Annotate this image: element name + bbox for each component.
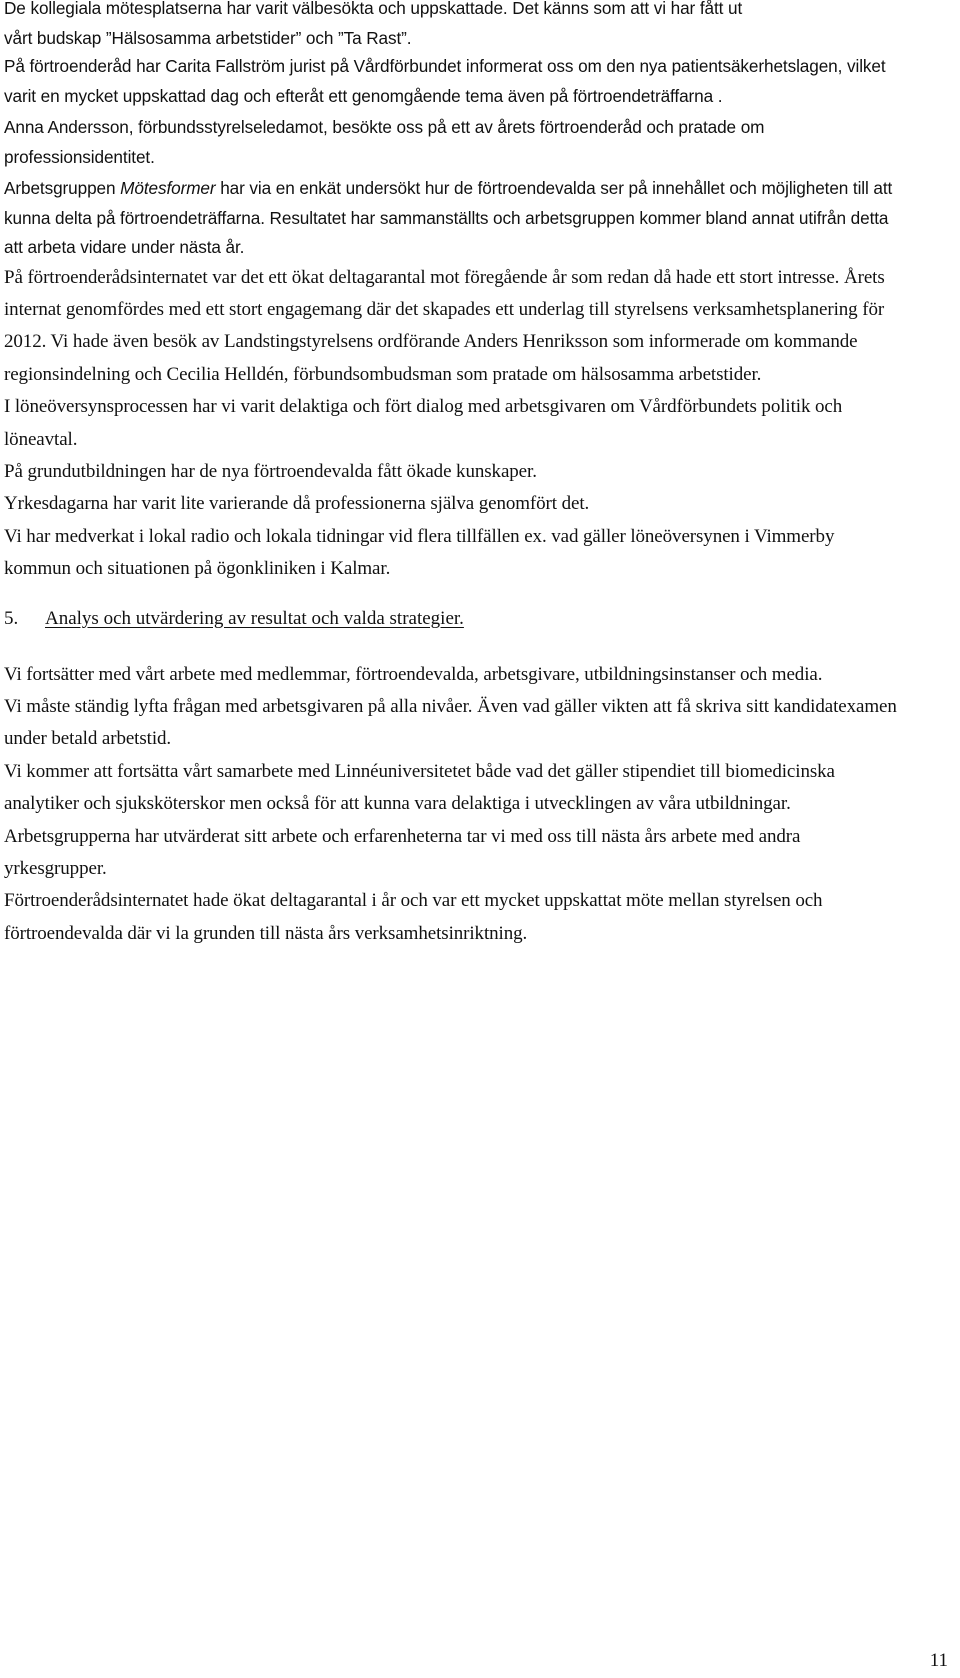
section-number: 5. xyxy=(4,607,19,629)
section-body xyxy=(4,659,904,951)
paragraph-anna-andersson: Anna Andersson, förbundsstyrelseledamot, besökte oss på ett av årets förtroenderåd och pratade om professionsidentitet. xyxy=(4,117,765,167)
paragraph-lyfta-fragan: Vi måste ständig lyfta frågan med arbetsgivaren på alla nivåer. Även vad gäller vikten att få skriva sitt kandidatexamen under betald arbetstid. xyxy=(4,695,897,750)
page-number: 11 xyxy=(929,1650,948,1671)
paragraph-linneuniversitetet: Vi kommer att fortsätta vårt samarbete med Linnéuniversitetet både vad det gäller stipendiet till biomedicinska analytiker och sjuksköterskor men också för att kunna vara delaktiga i utvecklingen av våra utbildningar. xyxy=(4,760,835,815)
paragraph-text: har via en enkät undersökt hur de förtroendevalda ser på innehållet och möjligheten till att kunna delta på förtroendeträffarna. Resultatet har sammanställts och arbetsgruppen kommer bland annat utifrån detta att arbeta vidare under nästa år. xyxy=(4,178,893,257)
section-title: Analys och utvärdering av resultat och valda strategier. xyxy=(45,607,464,629)
document-page xyxy=(4,0,904,950)
paragraph-text: Arbetsgruppen xyxy=(4,178,121,198)
paragraph-kollegiala-motesplatser xyxy=(4,0,904,53)
paragraph-motesformer xyxy=(4,174,904,263)
paragraph-fortroenderad: På förtroenderåd har Carita Fallström jurist på Vårdförbundet informerat oss om den nya patientsäkerhetslagen, vilket varit en mycket uppskattad dag och efteråt ett genomgående tema även på förtroendeträffarna . xyxy=(4,56,886,106)
section-heading xyxy=(4,603,904,635)
paragraph-fortsatter: Vi fortsätter med vårt arbete med medlemmar, förtroendevalda, arbetsgivare, utbildningsinstanser och media. xyxy=(4,663,823,685)
working-group-name: Mötesformer xyxy=(120,178,216,198)
paragraph-yrkesdagar: Yrkesdagarna har varit lite varierande då professionerna själva genomfört det. xyxy=(4,493,590,515)
paragraph-internat-utvardering: Förtroenderådsinternatet hade ökat deltagarantal i år och var ett mycket uppskattat möte mellan styrelsen och förtroendevalda där vi la grunden till nästa års verksamhetsinriktning. xyxy=(4,890,823,944)
paragraph-line: vårt budskap ”Hälsosamma arbetstider” och ”Ta Rast”. xyxy=(4,27,412,48)
paragraph-loneoversyn: I löneöversynsprocessen har vi varit delaktiga och fört dialog med arbetsgivaren om Vårdförbundets politik och löneavtal. xyxy=(4,396,843,450)
paragraph-grundutbildning: På grundutbildningen har de nya förtroendevalda fått ökade kunskaper. xyxy=(4,460,537,482)
paragraph-media: Vi har medverkat i lokal radio och lokala tidningar vid flera tillfällen ex. vad gäller löneöversynen i Vimmerby kommun och situationen på ögonkliniken i Kalmar. xyxy=(4,525,835,580)
paragraph-internat: På förtroenderådsinternatet var det ett ökat deltagarantal mot föregående år som redan då hade ett stort intresse. Årets internat genomfördes med ett stort engagemang där det skapades ett underlag till styrelsens verksamhetsplanering för 2012. Vi hade även besök av Landstingstyrelsens ordförande Anders Henriksson som informerade om kommande regionsindelning och Cecilia Helldén, förbundsombudsman som pratade om hälsosamma arbetstider. xyxy=(4,266,885,385)
paragraph-arbetsgrupperna: Arbetsgrupperna har utvärderat sitt arbete och erfarenheterna tar vi med oss till nästa års arbete med andra yrkesgrupper. xyxy=(4,825,801,879)
paragraph-line: De kollegiala mötesplatserna har varit välbesökta och uppskattade. Det känns som att vi har fått ut xyxy=(4,0,743,18)
